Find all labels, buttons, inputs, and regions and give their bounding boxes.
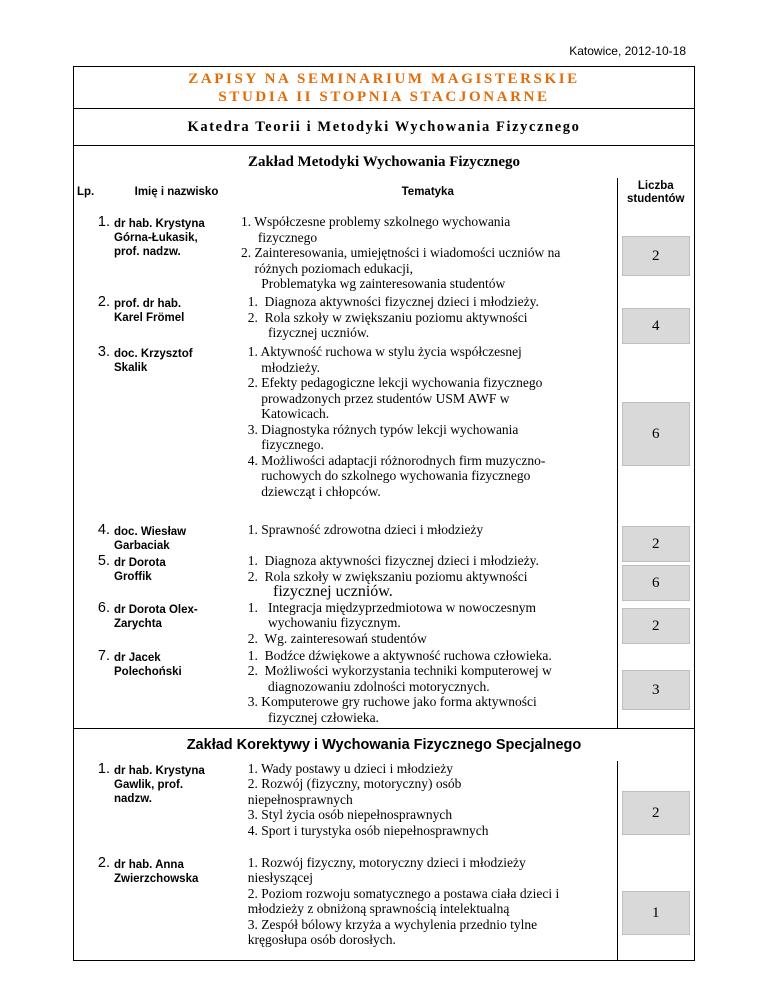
topic-list <box>239 344 617 522</box>
topic-line: kręgosłupa osób dorosłych. <box>241 932 396 947</box>
student-count: 4 <box>622 308 691 344</box>
name-line: dr hab. Anna <box>114 858 184 871</box>
topic-line: 4. Możliwości adaptacji różnorodnych firm muzyczno- <box>241 452 546 468</box>
table-row <box>74 600 694 648</box>
student-count-cell <box>617 761 694 855</box>
supervisor-name <box>114 553 239 600</box>
topic-line: 2. Rola szkoły w zwiększaniu poziomu aktywności <box>241 568 528 584</box>
topic-line: 2. Efekty pedagogiczne lekcji wychowania fizycznego <box>241 375 543 390</box>
header-count <box>617 178 694 214</box>
topic-line: 2. Zainteresowania, umiejętności i wiadomości uczniów na <box>241 245 561 260</box>
topic-line: 2. Poziom rozwoju somatycznego a postawa ciała dzieci i <box>241 885 560 901</box>
row-number: 1. <box>97 214 110 230</box>
header-topic: Tematyka <box>401 186 454 198</box>
topic-line: niesłyszącej <box>241 870 313 885</box>
student-count-cell <box>617 648 694 728</box>
name-line: dr Dorota <box>114 557 166 569</box>
row-number: 7. <box>97 647 110 664</box>
row-number: 2. <box>97 294 110 310</box>
student-count: 6 <box>622 565 691 601</box>
table-row <box>74 553 694 600</box>
topic-line: 3. Zespół bólowy krzyża a wychylenia przednio tylne <box>241 916 538 932</box>
topic-list <box>239 294 617 344</box>
table-row <box>74 344 694 522</box>
section-2-title: Zakład Korektywy i Wychowania Fizycznego Specjalnego <box>74 728 694 761</box>
row-number: 6. <box>97 599 110 616</box>
supervisor-name <box>114 344 239 522</box>
topic-line: 3. Komputerowe gry ruchowe jako forma aktywności <box>241 694 537 709</box>
name-line: Garbaciak <box>114 540 170 552</box>
row-number: 1. <box>97 760 110 777</box>
section-1-title: Zakład Metodyki Wychowania Fizycznego <box>247 154 521 170</box>
table-row <box>74 761 694 855</box>
topic-line: fizycznego. <box>241 437 324 452</box>
name-line: doc. Krzysztof <box>114 348 193 360</box>
student-count: 3 <box>622 670 691 710</box>
topic-list <box>239 214 617 294</box>
name-line: prof. nadzw. <box>114 246 181 258</box>
student-count: 1 <box>622 891 691 935</box>
topic-line: różnych poziomach edukacji, <box>241 260 414 276</box>
row-number: 5. <box>97 553 110 569</box>
student-count: 2 <box>622 526 691 562</box>
student-count: 6 <box>622 402 691 466</box>
topic-line: młodzieży. <box>241 359 320 375</box>
topic-line: 1. Diagnoza aktywności fizycznej dzieci i młodzieży. <box>241 294 539 309</box>
name-line: Zwierzchowska <box>114 872 199 885</box>
topic-list <box>239 648 617 728</box>
topic-line: 3. Diagnostyka różnych typów lekcji wychowania <box>241 421 519 437</box>
student-count-cell <box>617 214 694 294</box>
header-lp: Lp. <box>77 186 95 198</box>
topic-line: wychowaniu fizycznym. <box>241 615 401 630</box>
topic-line: fizycznej uczniów. <box>241 325 370 340</box>
name-line: Polechoński <box>114 665 182 678</box>
topic-line: 1. Aktywność ruchowa w stylu życia współczesnej <box>241 344 522 359</box>
supervisor-name <box>114 600 239 648</box>
header-name: Imię i nazwisko <box>134 186 219 198</box>
topic-list <box>239 761 617 855</box>
name-line: prof. dr hab. <box>114 298 182 310</box>
supervisor-name <box>114 522 239 553</box>
row-number: 2. <box>97 854 110 871</box>
topic-list <box>239 600 617 648</box>
topic-line: młodzieży z obniżoną sprawnością intelektualną <box>241 901 510 916</box>
topic-line: 1. Integracja międzyprzedmiotowa w nowoczesnym <box>241 599 537 615</box>
table-row <box>74 294 694 344</box>
name-line: Zarychta <box>114 617 162 630</box>
enrollment-table-frame <box>73 66 695 961</box>
supervisor-name <box>114 214 239 294</box>
section-1-table <box>74 178 694 728</box>
supervisor-name <box>114 294 239 344</box>
supervisor-name <box>114 855 239 960</box>
topic-line: Problematyka wg zainteresowania studentów <box>241 276 506 291</box>
name-line: dr Dorota Olex- <box>114 603 198 616</box>
name-line: Karel Frömel <box>114 312 185 324</box>
table-row <box>74 522 694 553</box>
title-line-2: STUDIA II STOPNIA STACJONARNE <box>218 89 550 105</box>
supervisor-name <box>114 648 239 728</box>
student-count-cell <box>617 553 694 600</box>
student-count: 2 <box>622 236 691 276</box>
title-line-1: ZAPISY NA SEMINARIUM MAGISTERSKIE <box>188 71 580 87</box>
student-count-cell <box>617 294 694 344</box>
name-line: dr Jacek <box>114 651 161 664</box>
topic-line: diagnozowaniu zdolności motorycznych. <box>241 678 490 694</box>
student-count-cell <box>617 522 694 553</box>
department-title: Katedra Teorii i Metodyki Wychowania Fizycznego <box>74 109 694 146</box>
name-line: doc. Wiesław <box>114 526 187 538</box>
topic-line: dziewcząt i chłopców. <box>241 483 381 499</box>
topic-line: 2. Rozwój (fizyczny, motoryczny) osób <box>241 776 462 791</box>
topic-line: 1. Diagnoza aktywności fizycznej dzieci i młodzieży. <box>241 553 539 568</box>
topic-line: prowadzonych przez studentów USM AWF w <box>241 390 510 406</box>
header-count-line2: studentów <box>627 193 685 205</box>
topic-line: fizycznej człowieka. <box>241 709 379 725</box>
name-line: Groffik <box>114 571 152 583</box>
topic-line: niepełnosprawnych <box>241 791 353 807</box>
topic-line: 1. Sprawność zdrowotna dzieci i młodzieży <box>241 522 484 537</box>
topic-line: Katowicach. <box>241 406 330 421</box>
name-line: nadzw. <box>114 792 152 805</box>
topic-list <box>239 522 617 553</box>
topic-line: 2. Wg. zainteresowań studentów <box>241 630 427 646</box>
topic-line: 2. Rola szkoły w zwiększaniu poziomu aktywności <box>241 309 528 325</box>
topic-list <box>239 553 617 600</box>
topic-list <box>239 855 617 960</box>
student-count: 2 <box>622 608 691 644</box>
topic-line: 3. Styl życia osób niepełnosprawnych <box>241 807 453 822</box>
topic-line: 1. Rozwój fizyczny, motoryczny dzieci i młodzieży <box>241 854 526 870</box>
table-row <box>74 648 694 728</box>
student-count-cell <box>617 855 694 960</box>
row-number: 3. <box>97 344 110 360</box>
topic-line: 1. Bodźce dźwiękowe a aktywność ruchowa człowieka. <box>241 647 552 663</box>
document-title <box>74 67 694 109</box>
row-number: 4. <box>97 522 110 538</box>
topic-line: ruchowych do szkolnego wychowania fizycznego <box>241 468 531 483</box>
document-date: Katowice, 2012-10-18 <box>569 44 686 58</box>
section-2-table <box>74 761 694 960</box>
topic-line: 2. Możliwości wykorzystania techniki komputerowej w <box>241 663 552 678</box>
topic-line: fizycznej uczniów. <box>241 583 393 600</box>
topic-line: fizycznego <box>241 229 318 245</box>
student-count: 2 <box>622 791 691 835</box>
topic-line: 4. Sport i turystyka osób niepełnosprawnych <box>241 822 489 838</box>
name-line: Skalik <box>114 362 148 374</box>
topic-line: 1. Współczesne problemy szkolnego wychowania <box>241 214 511 229</box>
topic-line: 1. Wady postawy u dzieci i młodzieży <box>241 760 453 776</box>
student-count-cell <box>617 344 694 522</box>
table-row <box>74 855 694 960</box>
name-line: dr hab. Krystyna <box>114 218 205 230</box>
name-line: Gawlik, prof. <box>114 778 184 791</box>
name-line: Górna-Łukasik, <box>114 232 198 244</box>
student-count-cell <box>617 600 694 648</box>
supervisor-name <box>114 761 239 855</box>
header-count-line1: Liczba <box>637 180 674 192</box>
name-line: dr hab. Krystyna <box>114 764 205 777</box>
table-row <box>74 214 694 294</box>
